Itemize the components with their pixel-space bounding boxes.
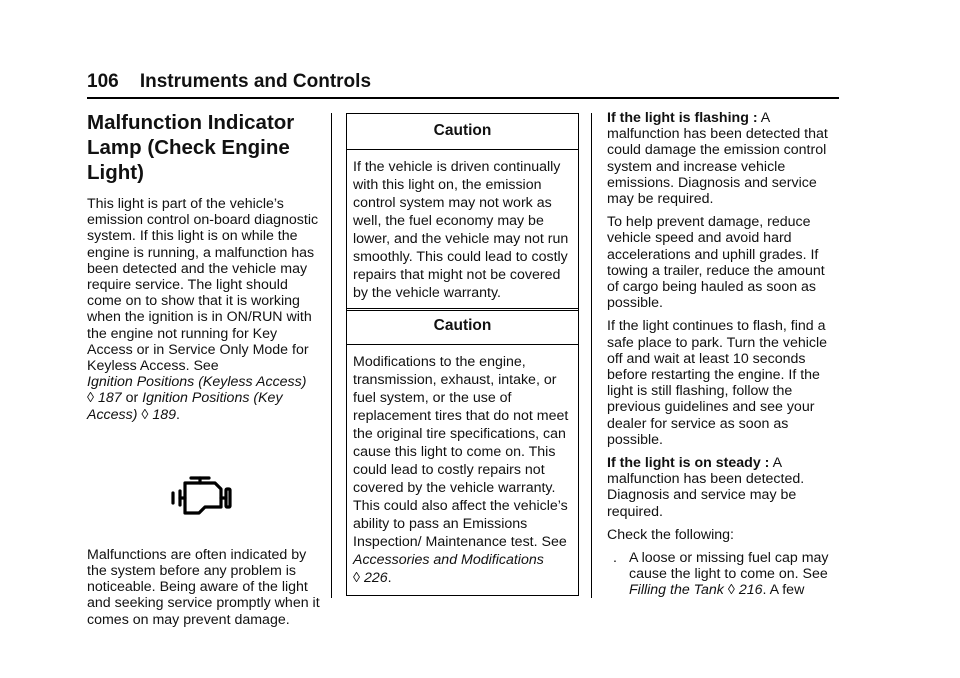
intro-paragraph: This light is part of the vehicle’s emission control on-board diagnostic system. If this light is on while the engine is running, a malfunction has been detected and the vehicle may require service. The light should come on to show that it is working when the ignition is in ON/RUN with the engine not running for Key Access or in Service Only Mode for Keyless Access. See Ignition Positions (Keyless Access) ◊ 187 or Ignition Positions (Key Access) ◊ 189. xyxy=(87,196,319,423)
check-engine-icon xyxy=(171,475,233,517)
ref-accessories[interactable]: Accessories and Modifications xyxy=(353,552,544,568)
page-ref-187[interactable]: 187 xyxy=(97,390,122,407)
page-ref-icon: ◊ xyxy=(87,390,95,407)
page-ref-216[interactable]: 216 xyxy=(738,582,763,599)
page-number: 106 xyxy=(87,71,119,92)
check-paragraph: Check the following: xyxy=(607,526,734,543)
malfunction-paragraph: Malfunctions are often indicated by the system before any problem is noticeable. Being aware of the light and seeking service promptly when it comes on may prevent damage. xyxy=(87,546,320,628)
caution-box xyxy=(346,113,579,311)
flashing-paragraph: If the light is flashing : A malfunction has been detected that could damage the emission control system and increase vehicle emissions. Diagnosis and service may be required. xyxy=(607,110,828,208)
column-3 xyxy=(607,110,836,599)
bullet-mark: . xyxy=(613,550,617,567)
page-ref-icon: ◊ xyxy=(353,570,361,586)
ref-ignition-keyless[interactable]: Ignition Positions (Keyless Access) xyxy=(87,374,307,391)
prevent-paragraph: To help prevent damage, reduce vehicle speed and avoid hard accelerations and uphill grades. If towing a trailer, reduce the amount of cargo being hauled as soon as possible. xyxy=(607,214,825,312)
caution-box xyxy=(346,308,579,596)
caution-title: Caution xyxy=(347,114,578,150)
flashing-lead: If the light is flashing : xyxy=(607,110,758,126)
steady-paragraph: If the light is on steady : A malfunction has been detected. Diagnosis and service may be required. xyxy=(607,455,805,520)
page-header xyxy=(87,70,839,94)
section-title: Instruments and Controls xyxy=(139,71,372,92)
caution-body: Modifications to the engine, transmission, exhaust, intake, or fuel system, or the use of replacement tires that do not meet the original tire specifications, can cause this light to come on. This could lead to costly repairs not covered by the vehicle warranty. This could also affect the vehicle’s ability to pass an Emissions Inspection/ Maintenance test. See Accessories and Modifications ◊ 226. xyxy=(353,354,569,586)
caution-body: If the vehicle is driven continually with this light on, the emission control system may not work as well, the fuel economy may be lower, and the vehicle may not run smoothly. This could lead to costly repairs that might not be covered by the vehicle warranty. xyxy=(353,159,569,301)
steady-lead: If the light is on steady : xyxy=(607,455,770,472)
caution-title: Caution xyxy=(347,309,578,345)
header-rule xyxy=(87,97,839,99)
continues-paragraph: If the light continues to flash, find a safe place to park. Turn the vehicle off and wait at least 10 seconds before restarting the engine. If the light is still flashing, follow the previous guidelines and see your dealer for service as soon as possible. xyxy=(607,318,828,448)
list-item: . A loose or missing fuel cap may cause the light to come on. See Filling the Tank ◊ 216. A few xyxy=(607,550,836,599)
section-heading: Malfunction Indicator Lamp (Check Engine Light) xyxy=(87,111,295,184)
page-ref-189[interactable]: 189 xyxy=(152,406,177,423)
ref-filling-tank[interactable]: Filling the Tank xyxy=(629,582,724,599)
page-ref-icon: ◊ xyxy=(727,582,735,599)
column-1 xyxy=(87,110,323,635)
ref-ignition-key[interactable]: Ignition Positions (Key Access) xyxy=(87,390,283,423)
page-ref-icon: ◊ xyxy=(141,406,149,423)
column-divider xyxy=(591,113,592,598)
page-ref-226[interactable]: 226 xyxy=(363,570,388,586)
column-divider xyxy=(331,113,332,598)
